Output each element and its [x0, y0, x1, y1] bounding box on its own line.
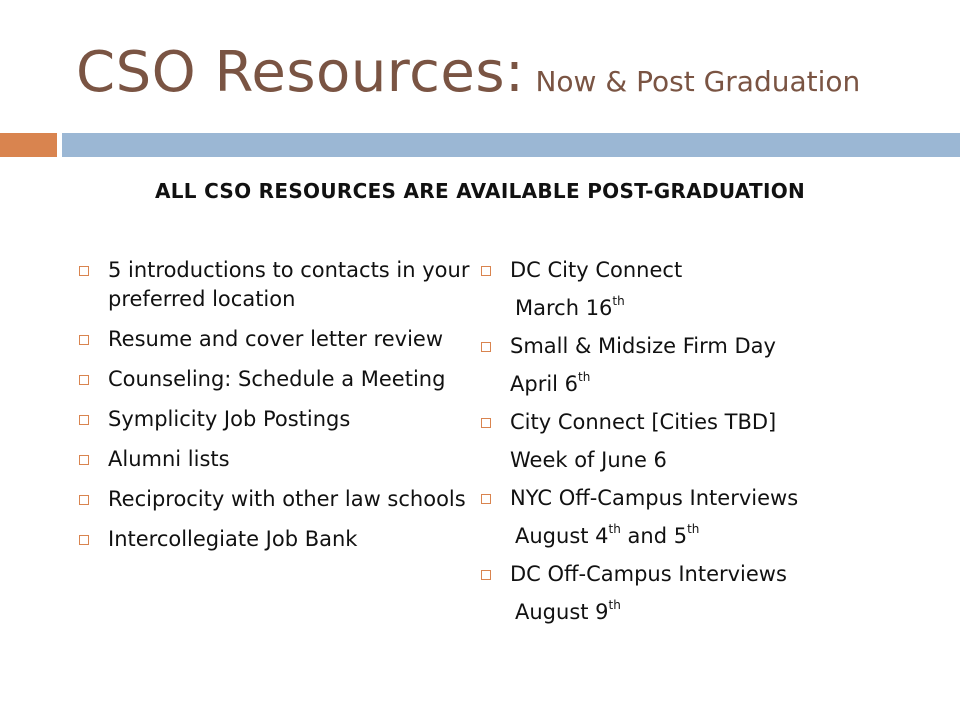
event-label: City Connect [Cities TBD]	[510, 410, 777, 434]
list-item-label: Intercollegiate Job Bank	[108, 527, 358, 551]
event-item	[478, 560, 948, 589]
list-item-label: Alumni lists	[108, 447, 230, 471]
accent-bar-blue	[62, 133, 960, 157]
hollow-square-bullet-icon	[79, 375, 89, 385]
event-item	[478, 332, 948, 361]
hollow-square-bullet-icon	[79, 266, 89, 276]
event-date: August 4th and 5th	[515, 522, 700, 548]
list-item	[76, 485, 476, 514]
hollow-square-bullet-icon	[481, 266, 491, 276]
right-event-list	[478, 256, 948, 636]
section-heading: ALL CSO RESOURCES ARE AVAILABLE POST-GRADUATION	[154, 179, 806, 203]
title-main: CSO Resources:	[76, 40, 525, 105]
event-date: March 16th	[515, 294, 625, 320]
hollow-square-bullet-icon	[79, 535, 89, 545]
hollow-square-bullet-icon	[79, 455, 89, 465]
hollow-square-bullet-icon	[481, 418, 491, 428]
hollow-square-bullet-icon	[79, 415, 89, 425]
accent-bar-orange	[0, 133, 57, 157]
list-item-label: 5 introductions to contacts in your preferred location	[108, 258, 470, 311]
event-date: April 6th	[510, 370, 591, 396]
left-resource-list	[76, 256, 476, 565]
event-item	[478, 408, 948, 437]
list-item	[76, 365, 476, 394]
hollow-square-bullet-icon	[79, 335, 89, 345]
list-item	[76, 256, 476, 314]
event-date: August 9th	[515, 598, 621, 624]
title-subtitle: Now & Post Graduation	[535, 65, 861, 98]
list-item-label: Reciprocity with other law schools	[108, 487, 466, 511]
list-item	[76, 405, 476, 434]
list-item	[76, 525, 476, 554]
event-date: Week of June 6	[510, 448, 667, 472]
list-item-label: Symplicity Job Postings	[108, 407, 351, 431]
list-item-label: Counseling: Schedule a Meeting	[108, 367, 446, 391]
list-item-label: Resume and cover letter review	[108, 327, 444, 351]
list-item	[76, 325, 476, 354]
event-label: NYC Off-Campus Interviews	[510, 486, 799, 510]
event-label: Small & Midsize Firm Day	[510, 334, 776, 358]
page-title	[76, 40, 860, 105]
hollow-square-bullet-icon	[481, 570, 491, 580]
list-item	[76, 445, 476, 474]
event-label: DC Off-Campus Interviews	[510, 562, 787, 586]
hollow-square-bullet-icon	[481, 494, 491, 504]
event-item	[478, 256, 948, 285]
event-label: DC City Connect	[510, 258, 683, 282]
hollow-square-bullet-icon	[79, 495, 89, 505]
hollow-square-bullet-icon	[481, 342, 491, 352]
event-item	[478, 484, 948, 513]
